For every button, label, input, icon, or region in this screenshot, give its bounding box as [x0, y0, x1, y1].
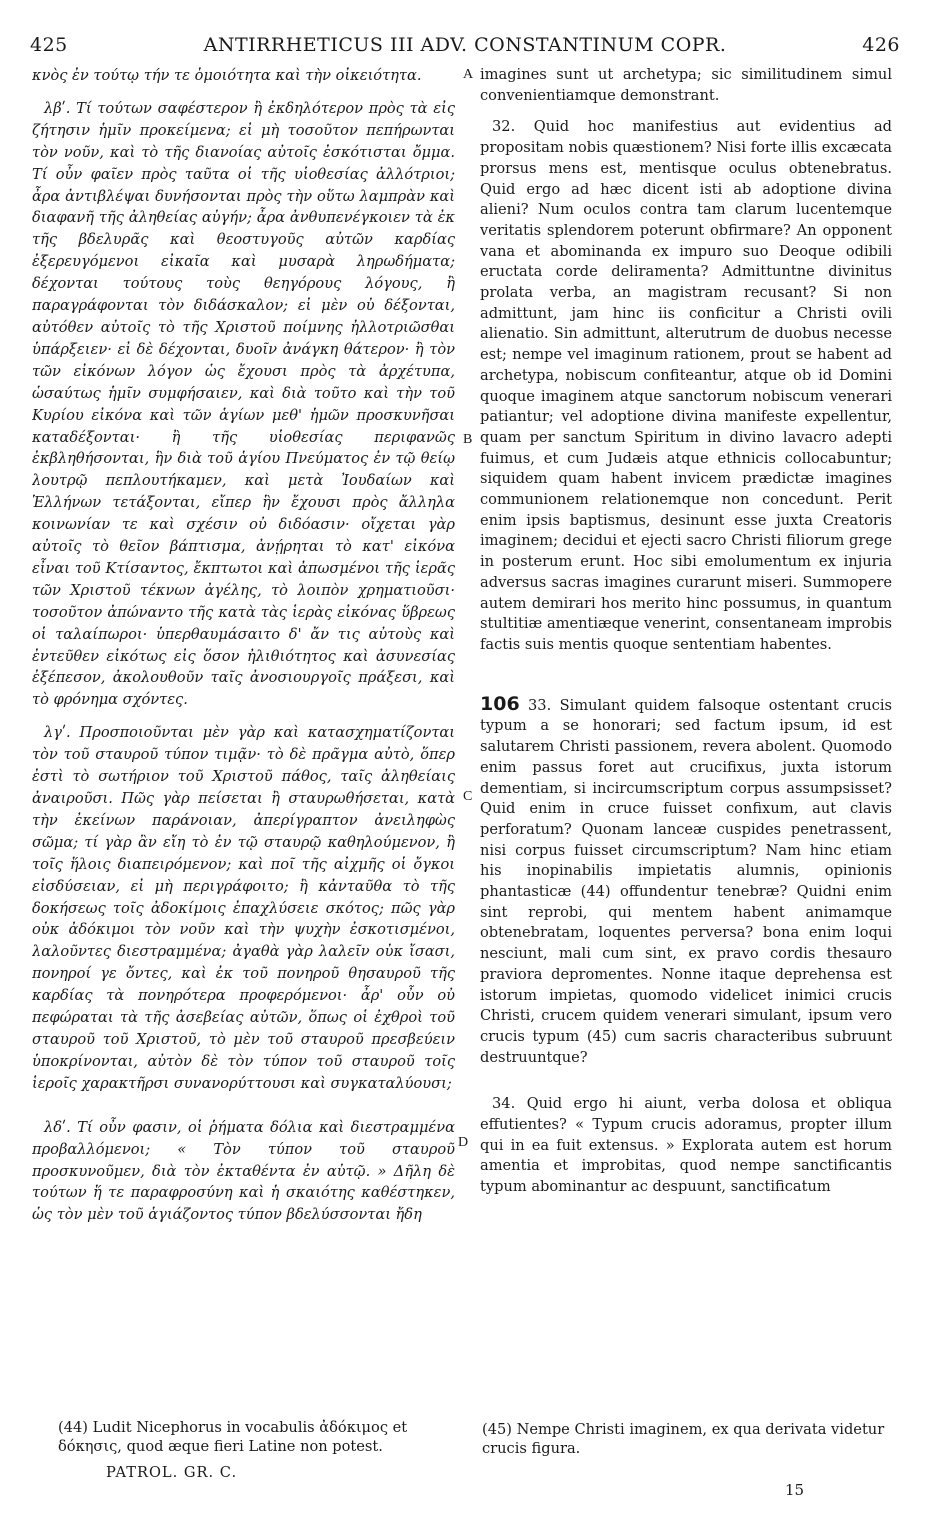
signature-mark: 15 [785, 1481, 805, 1499]
greek-paragraph-34: λδʹ. Τί οὖν φασιν, οἱ ῥήματα δόλια καὶ διεστραμμένα προβαλλόμενοι; « Τὸν τύπον τοῦ σταυροῦ προσκυνοῦμεν, διὰ τὸν ἐκταθέντα ἐν αὐτῷ. » Δῆλη δὲ τούτων ἥ τε παραφροσύνη καὶ ἡ σκαιότης καθέστηκεν, ὡς τὸν μὲν τοῦ ἁγιάζοντος τύπον βδελύσσονται ἤδη [32, 1118, 455, 1224]
latin-paragraph-33: 33. Simulant quidem falsoque ostentant crucis typum a se honorari; sed factum ipsum, id est salutarem Christi passionem, revera abolent. Quomodo enim passus foret aut crucifixus, juxta istorum dementiam, si incircumscriptum corpus assumpsisset? Quid enim in cruce fuisset confixum, aut clavis perforatum? Quonam lanceæ cuspides penetrassent, nisi corpus fuisset circumscriptum? Nam hinc etiam his inopinabilis impietatis alumnis, opinionis phantasticæ (44) offundentur tenebræ? Quidni enim sint reprobi, qui mentem habent animamque obtenebratam, loquentes perversa? bona enim loqui nesciunt, mali cum sint, ex pravo cordis thesauro praviora depromentes. Nonne itaque deprehensa est istorum impietas, quomodo videlicet inimici crucis Christi, crucem quidem venerari simulant, ipsum vero crucis typum (45) cum sacris characteribus subruunt destruuntque? [480, 696, 892, 1066]
page-number-right: 426 [862, 34, 900, 56]
latin-column [480, 65, 892, 1198]
margin-letter-c: C [463, 789, 473, 804]
margin-letter-b: B [463, 432, 473, 447]
running-header [30, 34, 900, 60]
latin-paragraph-33-wrap [480, 694, 892, 1069]
greek-paragraph-33: λγʹ. Προσποιοῦνται μὲν γὰρ καὶ κατασχηματίζονται τὸν τοῦ σταυροῦ τύπον τιμᾷν· τὸ δὲ πρᾶγμα αὐτὸ, ὅπερ ἐστὶ τὸ σωτήριον τοῦ Χριστοῦ πάθος, ταῖς ἀληθείαις ἀναιροῦσι. Πῶς γὰρ πείσεται ἢ σταυρωθήσεται, κατὰ τὴν ἐκείνων παράνοιαν, ἀπερίγραπτον ἀνειληφὼς σῶμα; τί γὰρ ἂν εἴη τὸ ἐν τῷ σταυρῷ καθηλούμενον, ἢ τοῖς ἥλοις διαπειρόμενον; καὶ ποῖ τῆς αἰχμῆς οἱ ὄγκοι εἰσδύσειαν, εἰ μὴ περιγράφοιτο; ἢ κἀνταῦθα τὸ τῆς δοκήσεως τοῖς ἀδοκίμοις ἐπαχλύσειε σκότος; πῶς γὰρ οὐκ ἀδόκιμοι τὸν νοῦν καὶ τὴν ψυχὴν ἐσκοτισμένοι, λαλοῦντες διεστραμμένα; ἀγαθὰ γὰρ λαλεῖν οὐκ ἴσασι, πονηροί γε ὄντες, καὶ ἐκ τοῦ πονηροῦ θησαυροῦ τῆς καρδίας τὰ πονηρότερα προφερόμενοι· ἆρ' οὖν οὐ πεφώραται τὰ τῆς ἀσεβείας αὐτῶν, ὅπως οἱ ἐχθροὶ τοῦ σταυροῦ τοῦ Χριστοῦ, τὸ μὲν τοῦ σταυροῦ πρεσβεύειν ὑποκρίνονται, αὐτὸν δὲ τὸν τύπον τοῦ σταυροῦ τοῖς ἱεροῖς χαρακτῆρσι συνανορύττουσι καὶ συγκαταλύουσι; [32, 724, 455, 1092]
margin-letter-a: A [463, 67, 474, 82]
running-title: ANTIRRHETICUS III ADV. CONSTANTINUM COPR. [203, 34, 727, 56]
page-number-left: 425 [30, 34, 68, 56]
latin-paragraph-0: imagines sunt ut archetypa; sic similitudinem simul convenientiamque demonstrant. [480, 66, 892, 104]
greek-paragraph-32: λβʹ. Τί τούτων σαφέστερον ἢ ἐκδηλότερον πρὸς τὰ εἰς ζήτησιν ἡμῖν προκείμενα; εἰ μὴ τοσοῦτον πεπήρωνται τὸν νοῦν, καὶ τὸ τῆς διανοίας αὐτοῖς ἐσκότισται ὄμμα. Τί οὖν φαῖεν πρὸς ταῦτα οἱ τῆς υἱοθεσίας ἀλλότριοι; ἆρα ἀντιβλέψαι δυνήσονται πρὸς τὴν οὕτω λαμπρὰν καὶ διαφανῆ τῆς ἀληθείας αὐγήν; ἆρα ἀνθυπενέγκοιεν τὰ ἐκ τῆς βδελυρᾶς καὶ θεοστυγοῦς αὐτῶν καρδίας ἐξερευγόμενοι εἰκαῖα καὶ μυσαρὰ ληρωδήματα; δέχονται τούτους τοὺς θεηγόρους λόγους, ἢ παραγράφονται τὸν διδάσκαλον; εἰ μὲν οὐ δέξονται, αὐτόθεν αὐτοῖς τὸ τῆς Χριστοῦ ποίμνης ἠλλοτριῶσθαι ὑπάρξειεν· εἰ δὲ δέχονται, δυοῖν ἀνάγκη θάτερον· ἢ τὸν τῶν εἰκόνων λόγον ὡς ἔχουσι πρὸς τὰ ἀρχέτυπα, ὡσαύτως ἡμῖν συμφήσαιεν, καὶ διὰ τοῦτο καὶ τὴν τοῦ Κυρίου εἰκόνα καὶ τῶν ἁγίων μεθ' ἡμῶν προσκυνῆσαι καταδέξονται· ἢ τῆς υἱοθεσίας περιφανῶς ἐκβληθήσονται, ἣν διὰ τοῦ ἁγίου Πνεύματος ἐν τῷ θείῳ λουτρῷ πεπλουτήκαμεν, καὶ μετὰ Ἰουδαίων καὶ Ἑλλήνων τετάξονται, εἴπερ ἣν ἔχουσι πρὸς ἄλληλα κοινωνίαν τε καὶ σχέσιν οὐ διδόασιν· οἴχεται γὰρ αὐτοῖς τὸ θεῖον βάπτισμα, ἀνῄρηται τὸ κατ' εἰκόνα εἶναι τοῦ Κτίσαντος, ἔκπτωτοι καὶ ἀπωσμένοι τῆς ἱερᾶς τῶν Χριστοῦ τέκνων ἀγέλης, τὸ λοιπὸν χρηματιοῦσι· τοσοῦτον ἀπώναντο τῆς κατὰ τὰς ἱερὰς εἰκόνας ὕβρεως οἱ ταλαίπωροι· ὑπερθαυμάσαιτο δ' ἄν τις αὐτοὺς καὶ ἐντεῦθεν εἰκότως εἰς ὅσον ἠλιθιότητος καὶ ἀσυνεσίας ἐξέπεσον, ἀκολουθοῦν ταῖς ἀνοσιουργοῖς πράξεσι, καὶ τὸ φρόνημα σχόντες. [32, 99, 455, 709]
margin-letter-d: D [458, 1135, 469, 1150]
latin-paragraph-34: 34. Quid ergo hi aiunt, verba dolosa et obliqua effutientes? « Typum crucis adoramus, propter illum qui in ea fuit extensus. » Explorata autem est horum amentia et improbitas, quod nempe sanctificantis typum abominantur ac despuunt, sanctificatum [480, 1095, 892, 1196]
latin-paragraph-32: 32. Quid hoc manifestius aut evidentius ad propositam nobis quæstionem? Nisi forte illis excæcata prorsus mens est, mentisque oculus obtenebratus. Quid ergo ad hæc dicent isti ab adoptione divina alieni? Num oculos contra tam clarum lucentemque veritatis splendorem poterunt obfirmare? An opponent vana et abominanda ex impuro suo Deoque odibili eructata corde deliramenta? Admittuntne divinitus prolata verba, an magistram recusant? Si non admittunt, jam hinc iis conficitur a Christi ovili alienatio. Sin admittunt, alterutrum de duobus necesse est; nempe vel imaginum rationem, prout se habent ad archetypa, nobiscum confiteantur, atque ob id Domini quoque imaginem atque sanctorum nobiscum venerari patiantur; vel adoptione divina manifeste expellentur, quam per sanctum Spiritum in divino lavacro adepti fuimus, et cum Judæis atque ethnicis collocabuntur; siquidem quam habent invicem prædictæ imagines communionem relationemque non concedunt. Perit enim ipsis baptismus, desinunt esse juxta Creatoris imaginem; decidui et ejecti sacro Christi filiorum grege in posterum erunt. Hoc sibi emolumentum ex injuria adversus sacras imagines curarunt miseri. Summopere autem demirari hos merito hinc possumus, in quantum stultitiæ amentiæque venerint, consentaneam improbis factis suis mentis quoque sententiam habentes. [480, 118, 892, 653]
greek-column [32, 65, 455, 1226]
footnote-45: (45) Nempe Christi imaginem, ex qua derivata videtur crucis figura. [482, 1421, 885, 1457]
patrologia-footer: PATROL. GR. C. [106, 1464, 238, 1481]
greek-paragraph-0: κνὸς ἐν τούτῳ τήν τε ὁμοιότητα καὶ τὴν οἰκειότητα. [32, 67, 422, 84]
footnote-44: (44) Ludit Nicephorus in vocabulis ἀδόκιμος et δόκησις, quod æque fieri Latine non potest. [58, 1419, 408, 1455]
column-number: 106 [480, 692, 520, 715]
